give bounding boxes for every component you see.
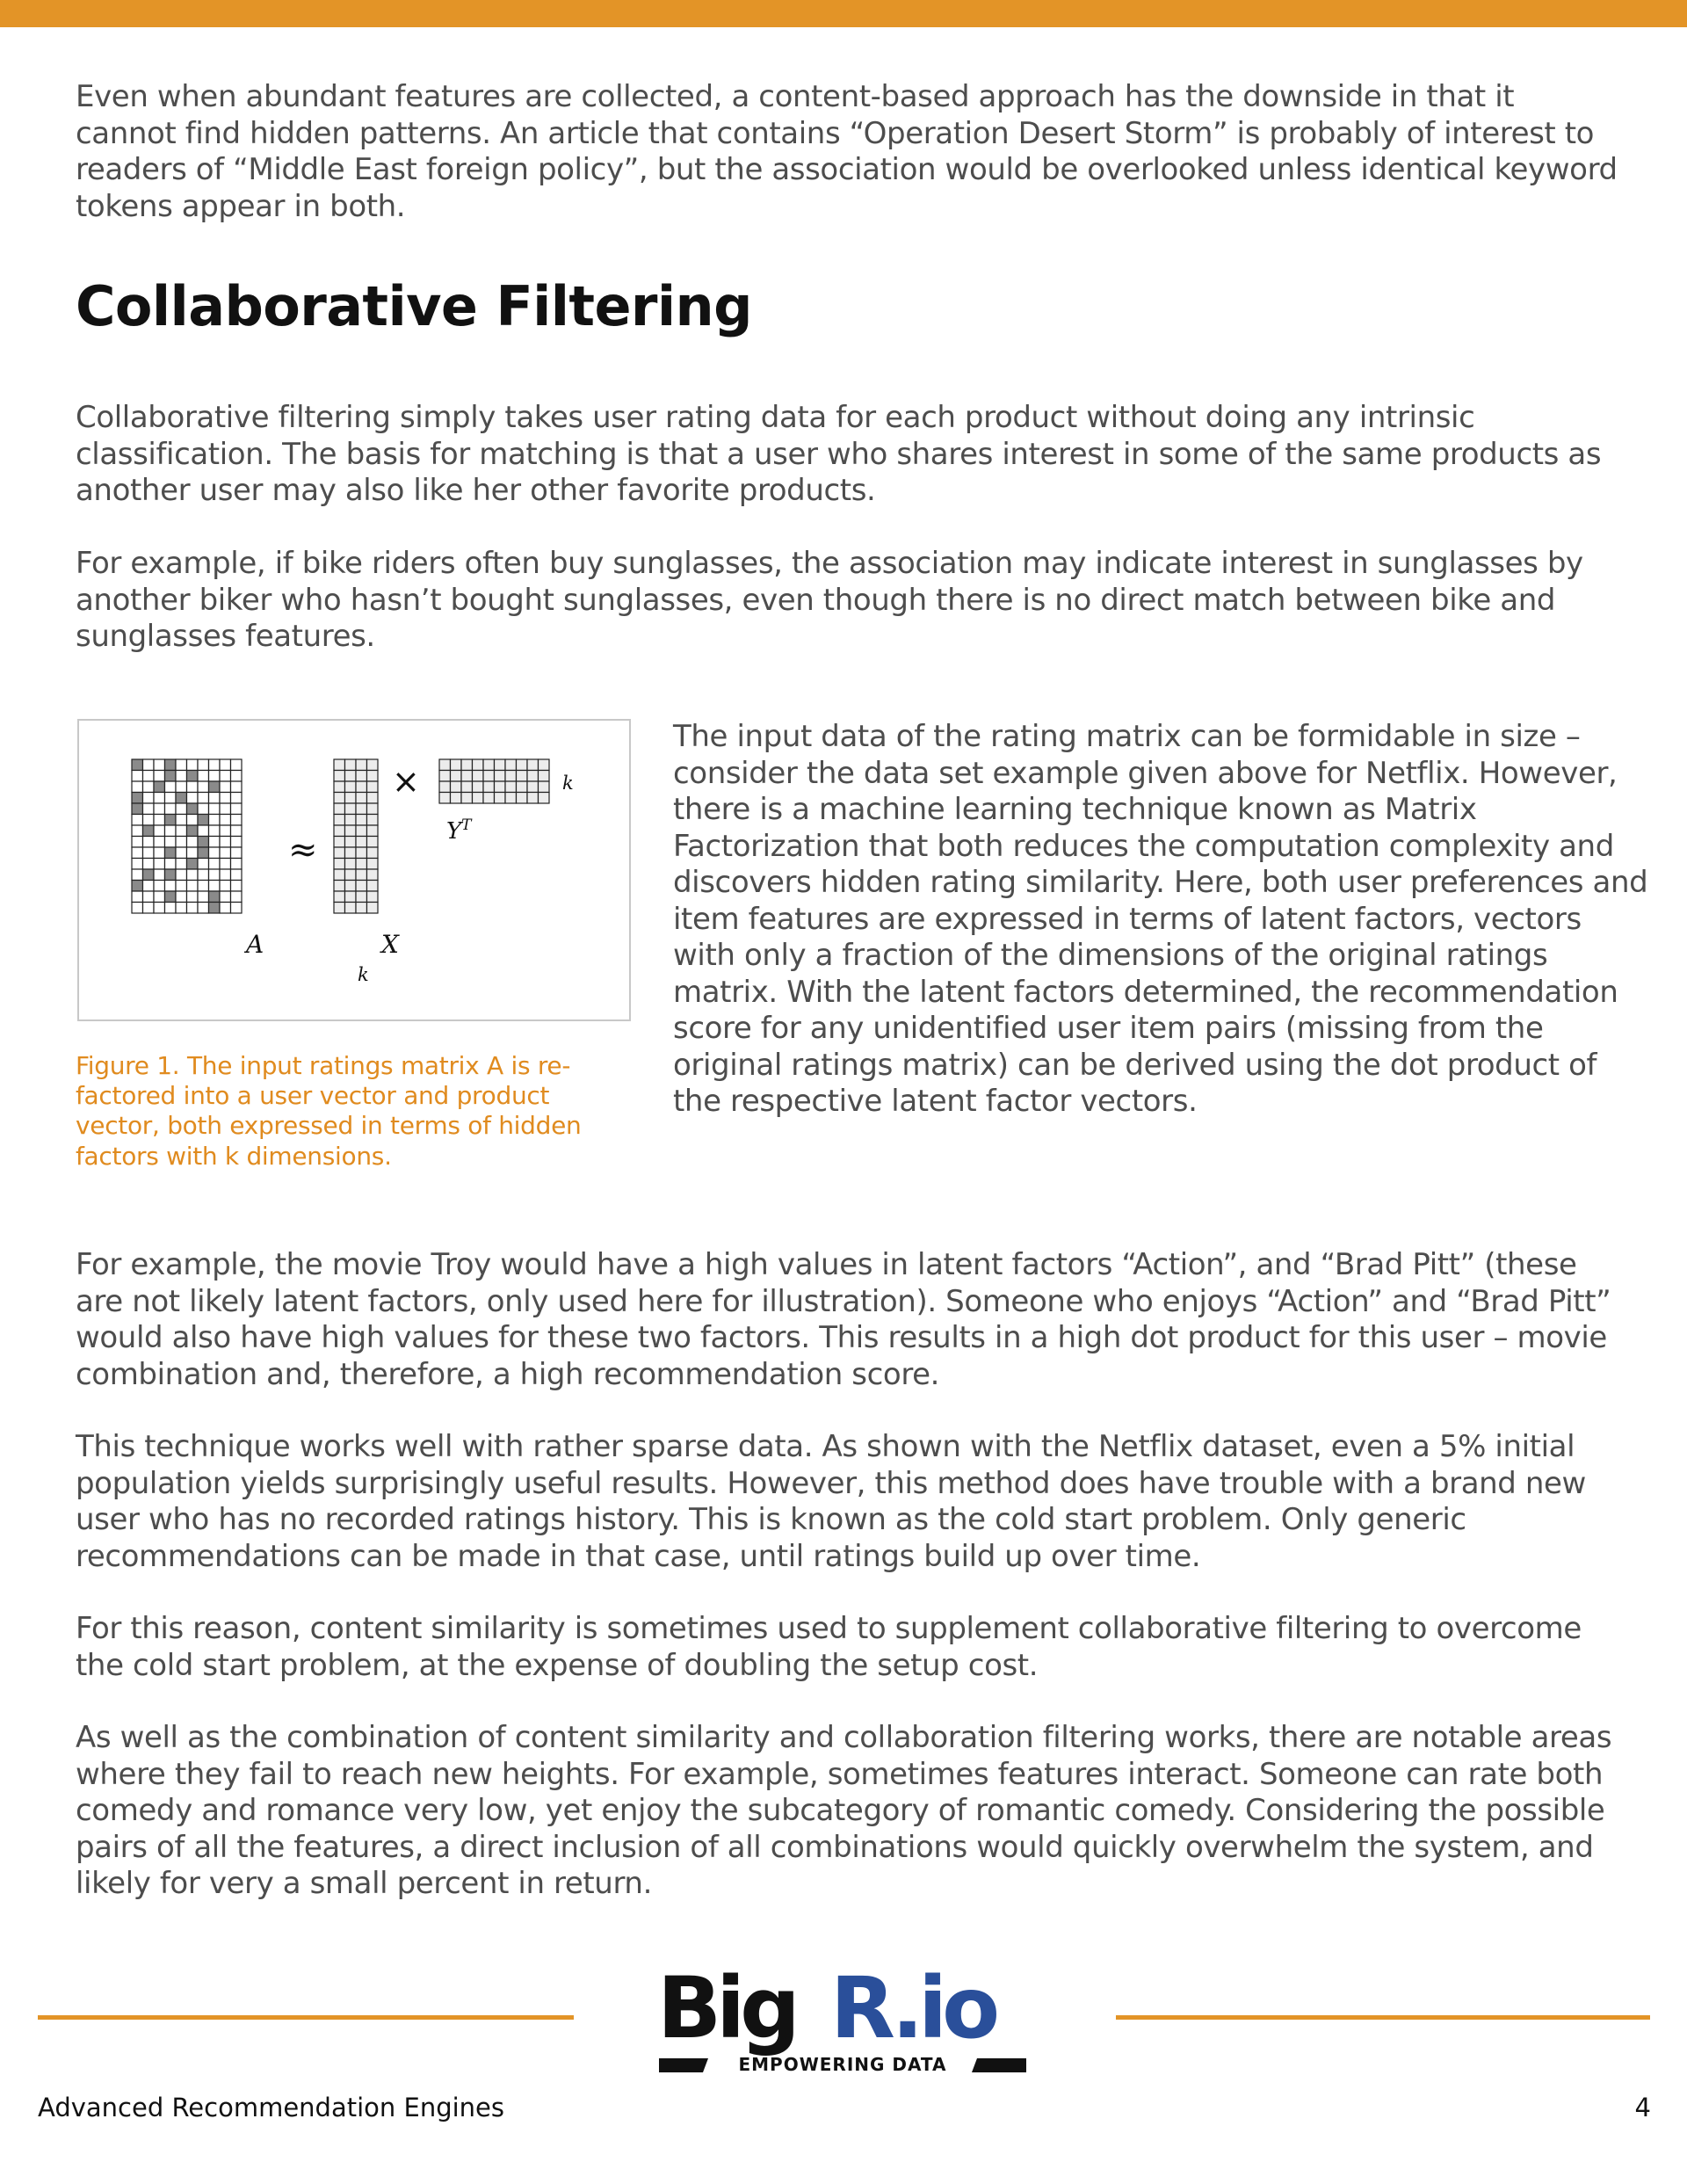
matrix-cell: [356, 837, 367, 848]
matrix-cell: [367, 793, 379, 804]
matrix-cell: [187, 825, 199, 837]
matrix-cell: [209, 771, 221, 782]
matrix-cell: [132, 771, 143, 782]
matrix-cell: [356, 825, 367, 837]
figure-diagram: [79, 721, 633, 1023]
matrix-cell: [176, 759, 187, 771]
matrix-y-transpose: [439, 759, 549, 803]
matrix-cell: [176, 859, 187, 870]
matrix-cell: [209, 815, 221, 826]
matrix-cell: [154, 803, 165, 815]
matrix-cell: [165, 825, 177, 837]
matrix-cell: [473, 759, 484, 771]
matrix-cell: [209, 859, 221, 870]
matrix-cell: [143, 793, 155, 804]
matrix-cell: [220, 815, 231, 826]
matrix-cell: [461, 771, 473, 782]
matrix-cell: [198, 825, 209, 837]
matrix-cell: [527, 793, 539, 804]
matrix-cell: [334, 793, 345, 804]
label-k-bottom: k: [358, 964, 369, 985]
matrix-cell: [356, 881, 367, 892]
footer-rule-right: [1116, 2015, 1650, 2020]
matrix-cell: [209, 825, 221, 837]
matrix-cell: [231, 847, 243, 859]
matrix-cell: [176, 847, 187, 859]
matrix-cell: [209, 881, 221, 892]
figure-caption: Figure 1. The input ratings matrix A is re-factored into a user vector and product vector, both expressed in terms of hidden factors with k dimensions.: [76, 1051, 582, 1171]
matrix-cell: [198, 859, 209, 870]
matrix-cell: [345, 859, 357, 870]
matrix-cell: [356, 891, 367, 903]
page-number: 4: [1634, 2093, 1651, 2122]
matrix-cell: [154, 891, 165, 903]
matrix-cell: [367, 803, 379, 815]
matrix-cell: [154, 881, 165, 892]
matrix-cell: [334, 837, 345, 848]
matrix-cell: [187, 881, 199, 892]
matrix-cell: [154, 869, 165, 881]
matrix-cell: [165, 815, 177, 826]
matrix-cell: [165, 903, 177, 914]
paragraph: For this reason, content similarity is sometimes used to supplement collaborative filtering to overcome the cold start problem, at the expense of doubling the setup cost.: [76, 1611, 1582, 1683]
matrix-cell: [367, 771, 379, 782]
matrix-cell: [187, 847, 199, 859]
matrix-cell: [517, 771, 528, 782]
matrix-cell: [154, 825, 165, 837]
matrix-cell: [209, 803, 221, 815]
matrix-cell: [165, 837, 177, 848]
matrix-cell: [367, 825, 379, 837]
matrix-cell: [165, 803, 177, 815]
matrix-cell: [143, 781, 155, 793]
matrix-cell: [356, 771, 367, 782]
matrix-cell: [345, 847, 357, 859]
matrix-cell: [231, 891, 243, 903]
matrix-cell: [345, 759, 357, 771]
matrix-cell: [154, 771, 165, 782]
matrix-cell: [143, 837, 155, 848]
matrix-cell: [345, 881, 357, 892]
matrix-cell: [334, 847, 345, 859]
matrix-cell: [143, 891, 155, 903]
matrix-cell: [165, 781, 177, 793]
matrix-cell: [495, 781, 506, 793]
matrix-cell: [356, 781, 367, 793]
matrix-cell: [154, 859, 165, 870]
matrix-cell: [143, 859, 155, 870]
matrix-cell: [367, 815, 379, 826]
matrix-cell: [473, 793, 484, 804]
matrix-cell: [539, 781, 550, 793]
matrix-cell: [176, 803, 187, 815]
paragraph: For example, the movie Troy would have a high values in latent factors “Action”, and “Brad Pitt” (these are not likely latent factors, only used here for illustration). Someone who enjoys “Action” and “Brad Pitt” would also have high values for these two factors. This results in a high dot product for this user – movie combination and, therefore, a high recommendation score.: [76, 1247, 1611, 1392]
matrix-cell: [220, 903, 231, 914]
matrix-cell: [198, 891, 209, 903]
logo-text-r: R.io: [830, 1960, 996, 2057]
matrix-cell: [451, 771, 462, 782]
matrix-cell: [154, 793, 165, 804]
matrix-cell: [231, 837, 243, 848]
matrix-cell: [345, 837, 357, 848]
matrix-cell: [209, 793, 221, 804]
matrix-cell: [187, 793, 199, 804]
matrix-cell: [198, 759, 209, 771]
matrix-cell: [132, 803, 143, 815]
matrix-cell: [367, 759, 379, 771]
matrix-cell: [198, 837, 209, 848]
matrix-cell: [367, 837, 379, 848]
bigr-logo: [657, 1960, 1028, 2074]
matrix-cell: [334, 869, 345, 881]
matrix-cell: [231, 793, 243, 804]
matrix-cell: [165, 771, 177, 782]
matrix-cell: [132, 815, 143, 826]
matrix-cell: [198, 903, 209, 914]
matrix-cell: [209, 891, 221, 903]
matrix-cell: [451, 793, 462, 804]
matrix-cell: [220, 869, 231, 881]
matrix-cell: [165, 881, 177, 892]
matrix-cell: [176, 815, 187, 826]
matrix-cell: [220, 793, 231, 804]
matrix-cell: [231, 815, 243, 826]
label-y: $Y^T$: [446, 816, 472, 845]
times-symbol: ×: [392, 762, 420, 801]
matrix-cell: [187, 869, 199, 881]
matrix-cell: [231, 903, 243, 914]
matrix-cell: [165, 759, 177, 771]
paragraph: For example, if bike riders often buy sunglasses, the association may indicate interest in sunglasses by another biker who hasn’t bought sunglasses, even though there is no direct match between bike and sunglasses features.: [76, 546, 1583, 654]
matrix-cell: [539, 771, 550, 782]
matrix-cell: [132, 825, 143, 837]
matrix-cell: [132, 837, 143, 848]
logo-text-big: Big: [657, 1960, 795, 2057]
matrix-cell: [220, 847, 231, 859]
matrix-cell: [220, 781, 231, 793]
matrix-cell: [345, 815, 357, 826]
matrix-cell: [220, 859, 231, 870]
matrix-cell: [143, 869, 155, 881]
logo-tagline: EMPOWERING DATA: [738, 2054, 947, 2074]
matrix-x: [334, 759, 378, 913]
matrix-cell: [220, 891, 231, 903]
matrix-a: [132, 759, 242, 913]
matrix-cell: [439, 759, 451, 771]
matrix-cell: [154, 837, 165, 848]
paragraph: Collaborative filtering simply takes user rating data for each product without doing any intrinsic classification. The basis for matching is that a user who shares interest in some of the same products as another user may also like her other favorite products.: [76, 400, 1602, 508]
matrix-factorization-figure: [77, 719, 631, 1021]
matrix-cell: [154, 847, 165, 859]
matrix-cell: [209, 903, 221, 914]
approx-symbol: ≈: [288, 830, 318, 870]
matrix-cell: [165, 869, 177, 881]
matrix-cell: [345, 793, 357, 804]
matrix-cell: [154, 781, 165, 793]
matrix-cell: [220, 825, 231, 837]
matrix-cell: [367, 859, 379, 870]
matrix-cell: [132, 881, 143, 892]
matrix-cell: [356, 847, 367, 859]
matrix-cell: [220, 759, 231, 771]
matrix-cell: [345, 903, 357, 914]
matrix-cell: [176, 903, 187, 914]
matrix-cell: [451, 759, 462, 771]
matrix-cell: [505, 781, 517, 793]
matrix-cell: [198, 781, 209, 793]
section-heading: Collaborative Filtering: [76, 274, 752, 338]
matrix-cell: [165, 793, 177, 804]
matrix-cell: [231, 803, 243, 815]
matrix-cell: [461, 793, 473, 804]
matrix-cell: [483, 759, 495, 771]
matrix-cell: [439, 771, 451, 782]
matrix-cell: [187, 771, 199, 782]
matrix-cell: [176, 891, 187, 903]
matrix-cell: [220, 771, 231, 782]
matrix-cell: [198, 881, 209, 892]
matrix-cell: [143, 825, 155, 837]
matrix-cell: [165, 859, 177, 870]
intro-paragraph: Even when abundant features are collected, a content-based approach has the downside in that it cannot find hidden patterns. An article that contains “Operation Desert Storm” is probably of interest to readers of “Middle East foreign policy”, but the association would be overlooked unless identical keyword tokens appear in both.: [76, 79, 1618, 224]
matrix-cell: [527, 781, 539, 793]
matrix-cell: [220, 881, 231, 892]
matrix-cell: [176, 869, 187, 881]
matrix-cell: [165, 847, 177, 859]
matrix-cell: [334, 781, 345, 793]
matrix-cell: [154, 759, 165, 771]
matrix-cell: [143, 815, 155, 826]
matrix-cell: [334, 891, 345, 903]
matrix-cell: [132, 781, 143, 793]
matrix-cell: [517, 781, 528, 793]
matrix-cell: [187, 859, 199, 870]
label-a: A: [246, 930, 264, 959]
footer-rule-left: [38, 2015, 574, 2020]
matrix-cell: [505, 771, 517, 782]
matrix-cell: [231, 781, 243, 793]
matrix-cell: [356, 869, 367, 881]
matrix-cell: [517, 759, 528, 771]
matrix-cell: [132, 759, 143, 771]
matrix-cell: [334, 881, 345, 892]
matrix-cell: [231, 859, 243, 870]
matrix-cell: [334, 759, 345, 771]
logo-bar-right: [972, 2058, 1026, 2072]
matrix-cell: [143, 881, 155, 892]
matrix-cell: [143, 759, 155, 771]
matrix-cell: [539, 793, 550, 804]
matrix-cell: [345, 781, 357, 793]
matrix-cell: [345, 869, 357, 881]
matrix-cell: [198, 793, 209, 804]
matrix-cell: [367, 847, 379, 859]
matrix-cell: [495, 793, 506, 804]
matrix-cell: [461, 759, 473, 771]
matrix-cell: [334, 825, 345, 837]
matrix-cell: [209, 847, 221, 859]
matrix-cell: [176, 781, 187, 793]
top-accent-bar: [0, 0, 1687, 27]
matrix-cell: [187, 781, 199, 793]
matrix-cell: [495, 771, 506, 782]
label-k-right: k: [562, 773, 574, 794]
matrix-cell: [143, 903, 155, 914]
paragraph: This technique works well with rather sparse data. As shown with the Netflix dataset, even a 5% initial population yields surprisingly useful results. However, this method does have trouble with a brand new user who has no recorded ratings history. This is known as the cold start problem. Only generic recommendations can be made in that case, until ratings build up over time.: [76, 1429, 1586, 1574]
logo-bar-left: [659, 2058, 708, 2072]
paragraph: As well as the combination of content similarity and collaboration filtering works, there are notable areas where they fail to reach new heights. For example, sometimes features interact. Someone can rate both comedy and romance very low, yet enjoy the subcategory of romantic comedy. Considering the possible pairs of all the features, a direct inclusion of all combinations would quickly overwhelm the system, and likely for very a small percent in return.: [76, 1720, 1612, 1901]
matrix-cell: [527, 771, 539, 782]
matrix-cell: [176, 771, 187, 782]
matrix-cell: [231, 825, 243, 837]
matrix-cell: [198, 771, 209, 782]
matrix-cell: [505, 759, 517, 771]
matrix-cell: [517, 793, 528, 804]
matrix-cell: [495, 759, 506, 771]
matrix-cell: [439, 781, 451, 793]
matrix-cell: [483, 781, 495, 793]
matrix-cell: [143, 771, 155, 782]
matrix-cell: [345, 825, 357, 837]
matrix-cell: [187, 759, 199, 771]
matrix-cell: [461, 781, 473, 793]
matrix-cell: [132, 793, 143, 804]
matrix-cell: [334, 859, 345, 870]
matrix-cell: [483, 771, 495, 782]
matrix-cell: [176, 837, 187, 848]
matrix-cell: [231, 771, 243, 782]
matrix-cell: [527, 759, 539, 771]
matrix-cell: [334, 803, 345, 815]
matrix-cell: [451, 781, 462, 793]
matrix-cell: [176, 825, 187, 837]
matrix-cell: [209, 869, 221, 881]
matrix-cell: [367, 881, 379, 892]
matrix-cell: [165, 891, 177, 903]
matrix-cell: [143, 803, 155, 815]
matrix-cell: [367, 869, 379, 881]
matrix-cell: [483, 793, 495, 804]
matrix-cell: [539, 759, 550, 771]
side-paragraph: The input data of the rating matrix can be formidable in size – consider the data set example given above for Netflix. However, there is a machine learning technique known as Matrix Factorization that both reduces the computation complexity and discovers hidden rating similarity. Here, both user preferences and item features are expressed in terms of latent factors, vectors with only a fraction of the dimensions of the original ratings matrix. With the latent factors determined, the recommendation score for any unidentified user item pairs (missing from the original ratings matrix) can be derived using the dot product of the respective latent factor vectors.: [673, 719, 1648, 1119]
matrix-cell: [231, 869, 243, 881]
footer-title: Advanced Recommendation Engines: [38, 2093, 505, 2122]
matrix-cell: [356, 759, 367, 771]
matrix-cell: [198, 847, 209, 859]
matrix-cell: [334, 903, 345, 914]
matrix-cell: [345, 771, 357, 782]
matrix-cell: [176, 881, 187, 892]
matrix-cell: [209, 759, 221, 771]
matrix-cell: [334, 815, 345, 826]
matrix-cell: [132, 903, 143, 914]
matrix-cell: [187, 903, 199, 914]
matrix-cell: [356, 793, 367, 804]
matrix-cell: [187, 837, 199, 848]
matrix-cell: [187, 815, 199, 826]
matrix-cell: [334, 771, 345, 782]
matrix-cell: [143, 847, 155, 859]
matrix-cell: [356, 815, 367, 826]
label-x: X: [381, 930, 399, 959]
matrix-cell: [176, 793, 187, 804]
matrix-cell: [198, 869, 209, 881]
matrix-cell: [132, 891, 143, 903]
matrix-cell: [187, 803, 199, 815]
matrix-cell: [154, 903, 165, 914]
matrix-cell: [198, 803, 209, 815]
matrix-cell: [473, 781, 484, 793]
matrix-cell: [231, 881, 243, 892]
matrix-cell: [132, 847, 143, 859]
matrix-cell: [231, 759, 243, 771]
matrix-cell: [220, 803, 231, 815]
matrix-cell: [198, 815, 209, 826]
matrix-cell: [345, 891, 357, 903]
matrix-cell: [439, 793, 451, 804]
matrix-cell: [220, 837, 231, 848]
matrix-cell: [367, 903, 379, 914]
matrix-cell: [367, 891, 379, 903]
matrix-cell: [356, 803, 367, 815]
matrix-cell: [505, 793, 517, 804]
matrix-cell: [209, 837, 221, 848]
matrix-cell: [367, 781, 379, 793]
matrix-cell: [154, 815, 165, 826]
matrix-cell: [209, 781, 221, 793]
matrix-cell: [473, 771, 484, 782]
matrix-cell: [345, 803, 357, 815]
matrix-cell: [356, 859, 367, 870]
matrix-cell: [356, 903, 367, 914]
matrix-cell: [132, 859, 143, 870]
matrix-cell: [132, 869, 143, 881]
matrix-cell: [187, 891, 199, 903]
